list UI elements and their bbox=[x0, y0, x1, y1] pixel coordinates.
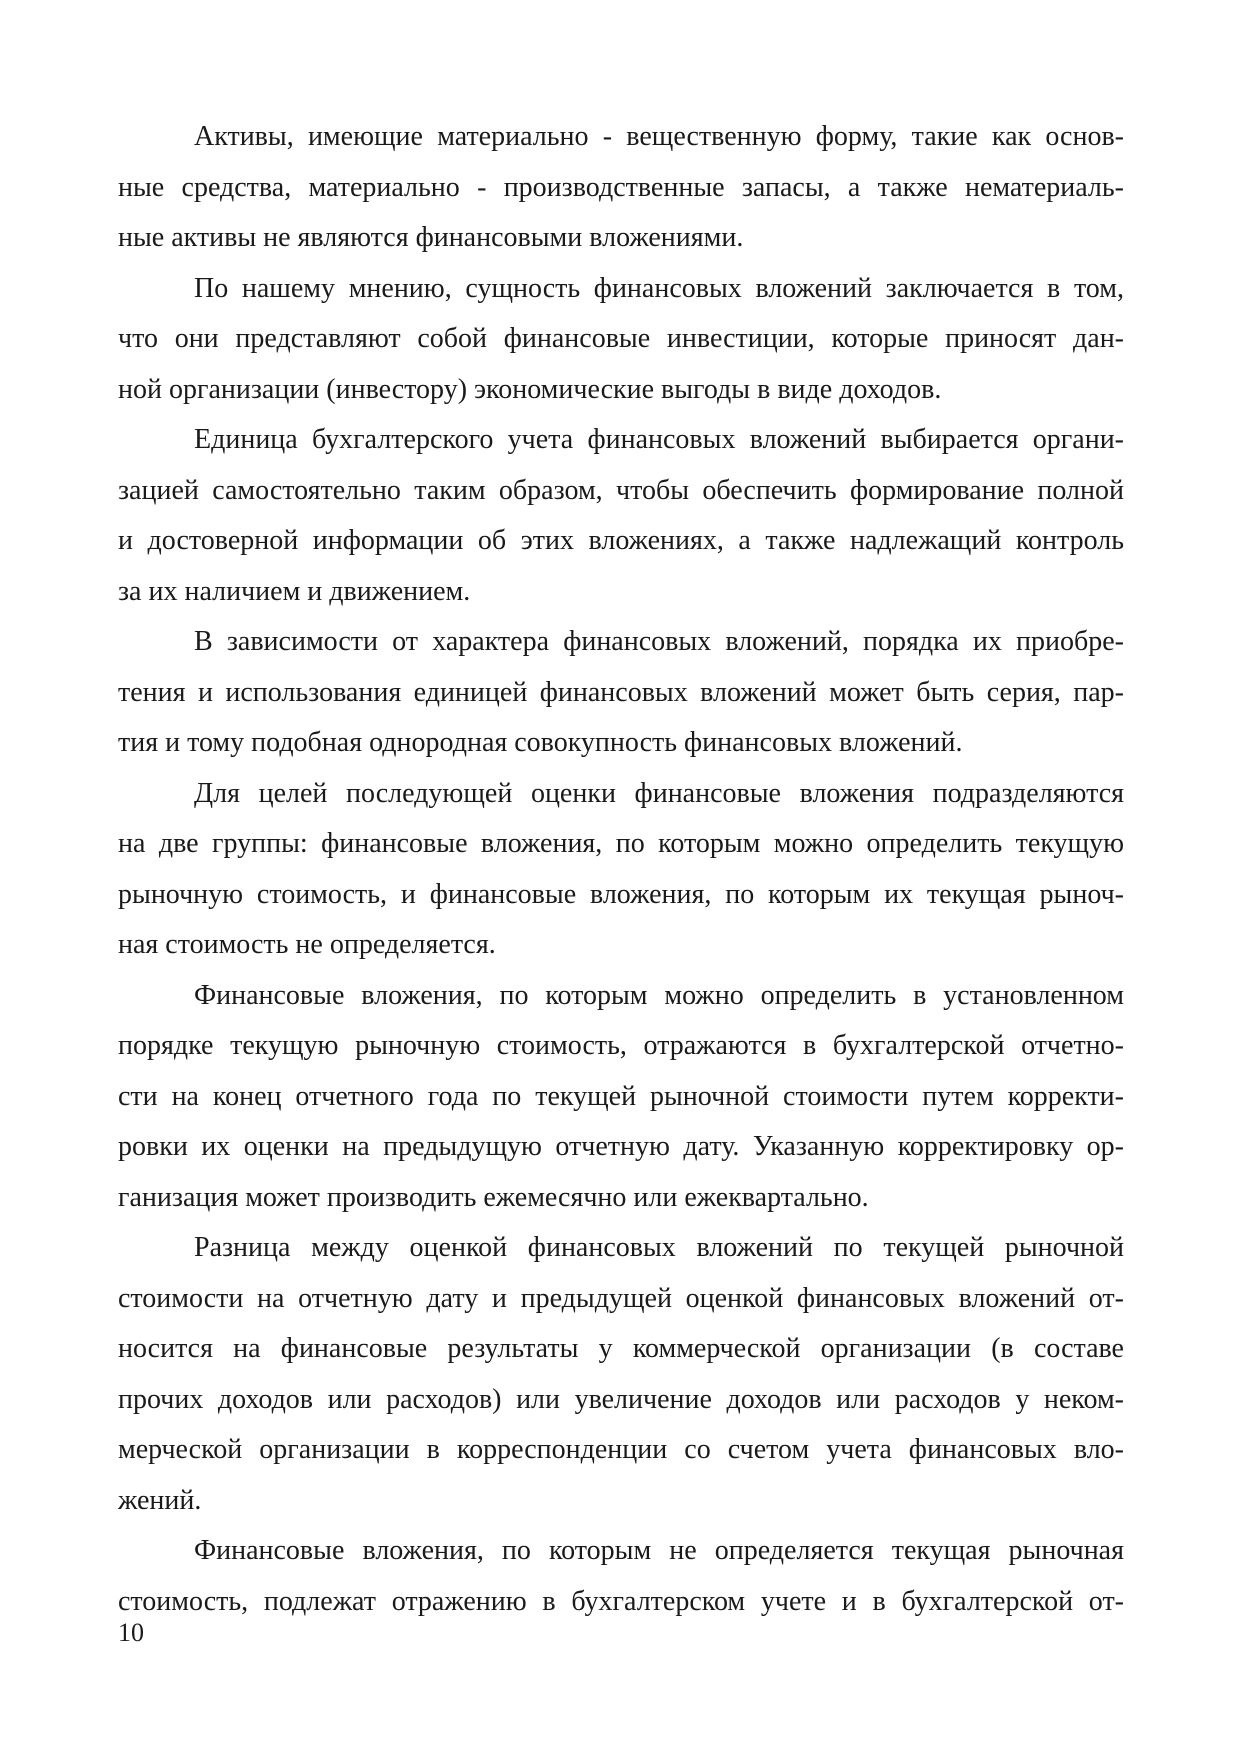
text-line: ганизация может производить ежемесячно или ежеквартально. bbox=[118, 1181, 869, 1213]
paragraph bbox=[118, 1526, 1124, 1627]
text-line: жений. bbox=[118, 1484, 202, 1516]
text-line: ная стоимость не определяется. bbox=[118, 929, 496, 960]
text-line: порядке текущую рыночную стоимость, отражаются в бухгалтерской отчетно- bbox=[118, 1030, 1124, 1061]
text-line: стоимости на отчетную дату и предыдущей оценкой финансовых вложений от- bbox=[118, 1282, 1124, 1314]
paragraph bbox=[118, 971, 1124, 1224]
text-line: ные активы не являются финансовыми вложениями. bbox=[118, 222, 744, 253]
text-line: ные средства, материально - производственные запасы, а также нематериаль- bbox=[118, 171, 1124, 203]
text-line: стоимость, подлежат отражению в бухгалтерском учете и в бухгалтерской от- bbox=[118, 1585, 1124, 1617]
text-line: носится на финансовые результаты у коммерческой организации (в составе bbox=[118, 1333, 1124, 1364]
text-line: что они представляют собой финансовые инвестиции, которые приносят дан- bbox=[118, 323, 1124, 354]
text-line: за их наличием и движением. bbox=[118, 575, 471, 607]
text-line: Финансовые вложения, по которым можно определить в установленном bbox=[194, 979, 1124, 1011]
text-line: рыночную стоимость, и финансовые вложения, по которым их текущая рыноч- bbox=[118, 878, 1124, 910]
text-line: Финансовые вложения, по которым не определяется текущая рыночная bbox=[194, 1535, 1124, 1566]
text-line: Разница между оценкой финансовых вложений по текущей рыночной bbox=[194, 1232, 1124, 1263]
page-number: 10 bbox=[118, 1618, 144, 1647]
text-line: на две группы: финансовые вложения, по которым можно определить текущую bbox=[118, 828, 1124, 859]
text-line: ровки их оценки на предыдущую отчетную дату. Указанную корректировку ор- bbox=[118, 1131, 1124, 1162]
body-text bbox=[118, 112, 1124, 1627]
text-line: прочих доходов или расходов) или увеличение доходов или расходов у неком- bbox=[118, 1383, 1124, 1415]
text-line: тия и тому подобная однородная совокупность финансовых вложений. bbox=[118, 727, 963, 758]
text-line: По нашему мнению, сущность финансовых вложений заключается в том, bbox=[194, 272, 1124, 304]
text-line: Единица бухгалтерского учета финансовых вложений выбирается органи- bbox=[194, 424, 1124, 455]
text-line: Активы, имеющие материально - вещественную форму, такие как основ- bbox=[194, 121, 1124, 152]
paragraph bbox=[118, 769, 1124, 971]
text-line: ной организации (инвестору) экономические выгоды в виде доходов. bbox=[118, 373, 942, 405]
text-line: Для целей последующей оценки финансовые вложения подразделяются bbox=[194, 777, 1124, 809]
text-line: В зависимости от характера финансовых вложений, порядка их приобре- bbox=[194, 626, 1124, 657]
paragraph bbox=[118, 1223, 1124, 1526]
text-line: зацией самостоятельно таким образом, чтобы обеспечить формирование полной bbox=[118, 474, 1124, 506]
paragraph bbox=[118, 112, 1124, 264]
text-line: мерческой организации в корреспонденции со счетом учета финансовых вло- bbox=[118, 1434, 1124, 1465]
paragraph bbox=[118, 617, 1124, 769]
paragraph bbox=[118, 264, 1124, 416]
text-line: сти на конец отчетного года по текущей рыночной стоимости путем корректи- bbox=[118, 1080, 1124, 1112]
text-line: тения и использования единицей финансовых вложений может быть серия, пар- bbox=[118, 676, 1124, 708]
paragraph bbox=[118, 415, 1124, 617]
text-line: и достоверной информации об этих вложениях, а также надлежащий контроль bbox=[118, 525, 1124, 556]
